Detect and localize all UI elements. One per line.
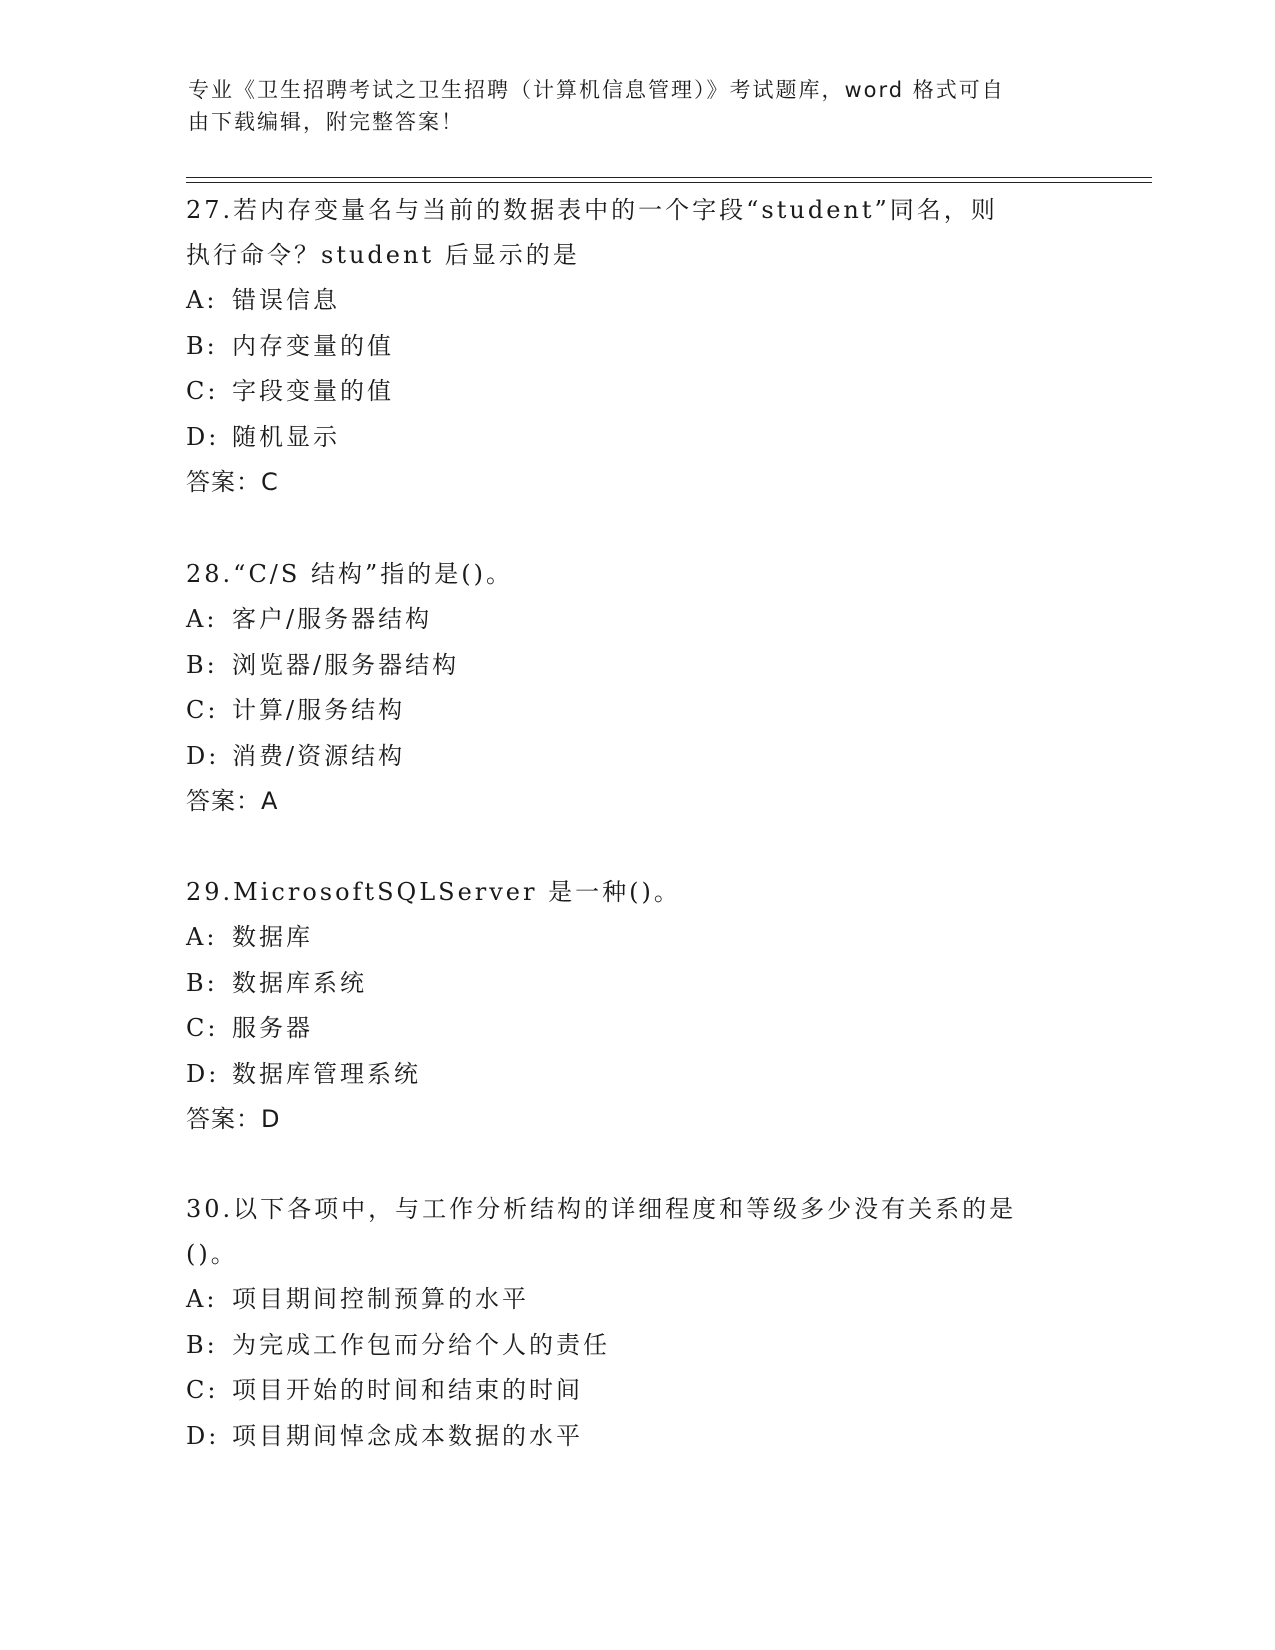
option-text: 项目开始的时间和结束的时间 (232, 1376, 583, 1404)
option-b (186, 961, 1086, 1007)
option-letter: D: (186, 1059, 220, 1088)
option-text: 服务器 (232, 1014, 313, 1042)
answer-line: 答案：A (186, 787, 279, 815)
option-a (186, 278, 1086, 324)
header-line-2: 由下载编辑，附完整答案！ (188, 110, 464, 134)
option-c (186, 1006, 1086, 1052)
option-text: 项目期间控制预算的水平 (232, 1285, 529, 1313)
option-letter: B: (186, 1330, 218, 1359)
option-letter: D: (186, 741, 220, 770)
option-letter: A: (186, 605, 218, 633)
option-a (186, 915, 1086, 961)
answer-line: 答案：D (186, 1105, 281, 1133)
option-text: 浏览器/服务器结构 (232, 650, 460, 679)
option-letter: C: (186, 1014, 219, 1042)
option-letter: D: (186, 422, 220, 451)
option-letter: C: (186, 1376, 219, 1404)
option-letter: A: (186, 1285, 218, 1313)
option-d (186, 1414, 1086, 1460)
option-letter: B: (186, 650, 218, 679)
option-text: 字段变量的值 (232, 377, 394, 405)
option-text: 数据库系统 (232, 968, 367, 997)
option-text: 数据库 (232, 923, 313, 951)
option-b (186, 643, 1086, 689)
header-divider-bottom (186, 182, 1152, 183)
header-divider-top (186, 177, 1152, 178)
question-28 (186, 552, 1086, 824)
option-text: 错误信息 (232, 286, 340, 314)
answer-line: 答案：C (186, 468, 279, 496)
option-text: 客户/服务器结构 (232, 605, 433, 633)
option-letter: D: (186, 1421, 220, 1450)
option-c (186, 688, 1086, 734)
option-text: 计算/服务结构 (232, 696, 406, 724)
option-d (186, 415, 1086, 461)
question-27 (186, 188, 1086, 505)
option-a (186, 1277, 1086, 1323)
document-header (188, 74, 1068, 138)
question-stem-line-2: ()。 (186, 1240, 238, 1268)
option-letter: C: (186, 696, 219, 724)
option-letter: C: (186, 377, 219, 405)
option-text: 随机显示 (232, 422, 340, 451)
option-text: 内存变量的值 (232, 331, 394, 360)
option-letter: A: (186, 286, 218, 314)
question-stem-line-1: 27.若内存变量名与当前的数据表中的一个字段“student”同名，则 (186, 196, 998, 224)
option-text: 数据库管理系统 (232, 1059, 421, 1088)
option-d (186, 734, 1086, 780)
option-c (186, 1368, 1086, 1414)
option-letter: B: (186, 968, 218, 997)
option-letter: B: (186, 331, 218, 360)
option-c (186, 369, 1086, 415)
question-30 (186, 1187, 1086, 1459)
option-text: 项目期间悼念成本数据的水平 (232, 1421, 583, 1450)
option-a (186, 597, 1086, 643)
question-stem-line-1: 29.MicrosoftSQLServer 是一种()。 (186, 878, 681, 906)
question-stem-line-1: 30.以下各项中，与工作分析结构的详细程度和等级多少没有关系的是 (186, 1195, 1017, 1223)
option-b (186, 1323, 1086, 1369)
option-letter: A: (186, 923, 218, 951)
option-text: 为完成工作包而分给个人的责任 (232, 1330, 610, 1359)
option-b (186, 324, 1086, 370)
option-text: 消费/资源结构 (232, 741, 406, 770)
header-line-1: 专业《卫生招聘考试之卫生招聘（计算机信息管理）》考试题库，word 格式可自 (188, 78, 1005, 102)
question-stem-line-2: 执行命令？student 后显示的是 (186, 241, 580, 269)
question-stem-line-1: 28.“C/S 结构”指的是()。 (186, 560, 513, 588)
option-d (186, 1052, 1086, 1098)
question-29 (186, 870, 1086, 1142)
